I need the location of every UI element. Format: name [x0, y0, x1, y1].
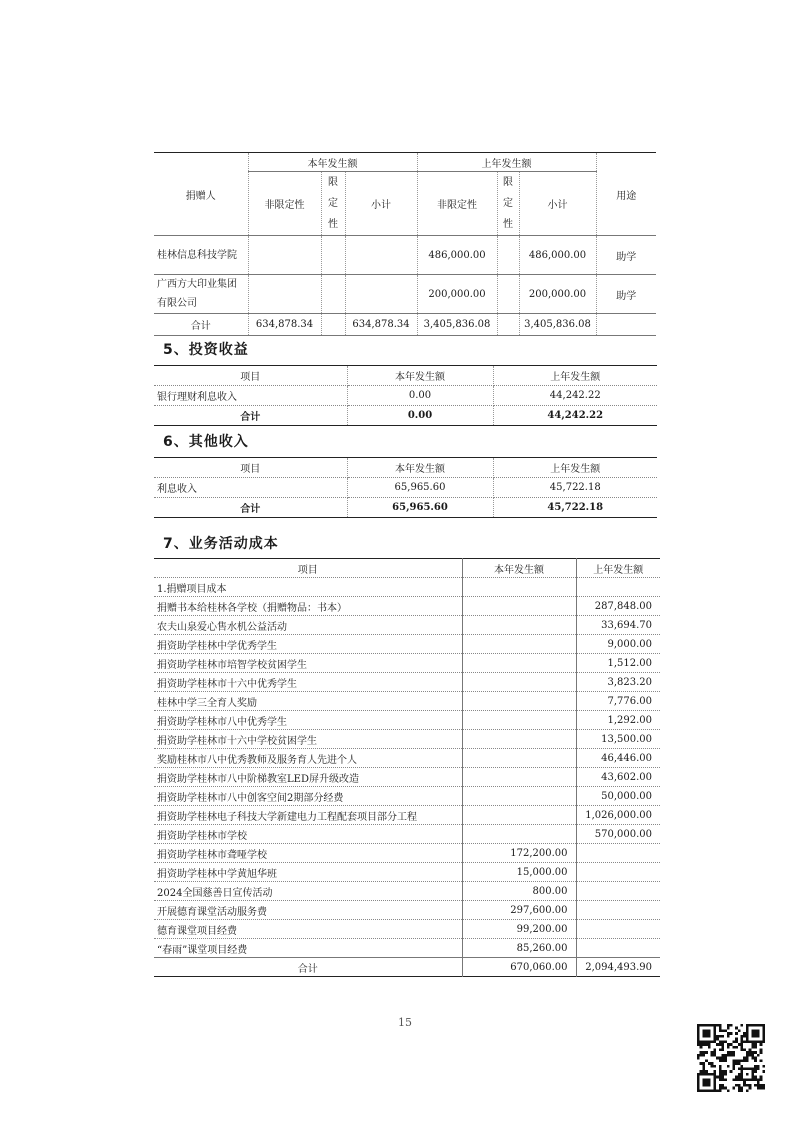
cell: [321, 314, 345, 336]
cell: 3,405,836.08: [519, 314, 596, 336]
table-row: [154, 749, 660, 768]
cell: 670,060.00: [462, 958, 576, 977]
cell: 634,878.34: [248, 314, 321, 336]
cell: 33,694.70: [576, 616, 660, 635]
section-title-other-income: 6、其他收入: [163, 434, 249, 450]
header-cy-unrestricted: 非限定性: [248, 172, 321, 236]
cell: 85,260.00: [462, 939, 576, 958]
cell: [345, 275, 417, 314]
cell: [576, 901, 660, 920]
cell: 486,000.00: [417, 236, 497, 275]
cell: [497, 275, 519, 314]
cell: 15,000.00: [462, 863, 576, 882]
cell: 银行理财利息收入: [154, 386, 347, 406]
section-title-business-cost: 7、业务活动成本: [163, 536, 279, 552]
section-title-investment: 5、投资收益: [163, 342, 249, 358]
cell: [576, 939, 660, 958]
cell: [345, 236, 417, 275]
table-row: [154, 236, 656, 275]
cell: 172,200.00: [462, 844, 576, 863]
donor-name: 桂林信息科技学院: [154, 236, 248, 275]
header-purpose: 用途: [596, 153, 656, 236]
table-row: [154, 386, 657, 406]
cell: 2,094,493.90: [576, 958, 660, 977]
header-last: 上年发生额: [576, 559, 660, 578]
cell: 7,776.00: [576, 692, 660, 711]
table-row: [154, 730, 660, 749]
header-cy-restricted: 限定性: [321, 172, 345, 236]
cell: 捐资助学桂林市八中优秀学生: [154, 711, 462, 730]
cell: [462, 578, 576, 597]
cell: [497, 236, 519, 275]
header-cy-subtotal: 小计: [345, 172, 417, 236]
header-ly-unrestricted: 非限定性: [417, 172, 497, 236]
cell: 捐赠书本给桂林各学校（捐赠物品：书本）: [154, 597, 462, 616]
total-label: 合计: [154, 314, 248, 336]
cell: 65,965.60: [347, 498, 493, 518]
cell: 捐资助学桂林中学黄旭华班: [154, 863, 462, 882]
header-last: 上年发生额: [493, 458, 657, 478]
cell: 捐资助学桂林市十六中优秀学生: [154, 673, 462, 692]
table-row: [154, 478, 657, 498]
header-current: 本年发生额: [462, 559, 576, 578]
table-row: [154, 825, 660, 844]
table-row: [154, 635, 660, 654]
cell: [576, 844, 660, 863]
cell: 50,000.00: [576, 787, 660, 806]
table-row: [154, 863, 660, 882]
cell: 1,292.00: [576, 711, 660, 730]
cell: 捐资助学桂林市聋哑学校: [154, 844, 462, 863]
cell: 13,500.00: [576, 730, 660, 749]
cell: 捐资助学桂林市十六中学校贫困学生: [154, 730, 462, 749]
page-number: 15: [398, 1016, 412, 1029]
cell: 1.捐赠项目成本: [154, 578, 462, 597]
cell: 开展德育课堂活动服务费: [154, 901, 462, 920]
table-row: [154, 920, 660, 939]
investment-table: [154, 365, 657, 426]
cell: [321, 236, 345, 275]
total-row: [154, 314, 656, 336]
cell: 助学: [596, 236, 656, 275]
table-row: [154, 844, 660, 863]
table-row: [154, 597, 660, 616]
cell: 德育课堂项目经费: [154, 920, 462, 939]
cell: 助学: [596, 275, 656, 314]
header-last-year: 上年发生额: [417, 153, 596, 172]
cell: 捐资助学桂林中学优秀学生: [154, 635, 462, 654]
cell: 0.00: [347, 406, 493, 426]
cell: [462, 768, 576, 787]
donor-name: 广西方大印业集团有限公司: [154, 275, 248, 314]
cell: [462, 711, 576, 730]
cell: 1,512.00: [576, 654, 660, 673]
cell: 1,026,000.00: [576, 806, 660, 825]
cell: 44,242.22: [493, 406, 657, 426]
cell: 570,000.00: [576, 825, 660, 844]
cell: 捐资助学桂林市学校: [154, 825, 462, 844]
cell: [576, 920, 660, 939]
cell: 43,602.00: [576, 768, 660, 787]
cell: [462, 787, 576, 806]
header-last: 上年发生额: [493, 366, 657, 386]
cell: [596, 314, 656, 336]
header-item: 项目: [154, 559, 462, 578]
cell: 2024全国慈善日宣传活动: [154, 882, 462, 901]
cell: 9,000.00: [576, 635, 660, 654]
total-label: 合计: [154, 406, 347, 426]
header-ly-subtotal: 小计: [519, 172, 596, 236]
table-row: [154, 673, 660, 692]
cell: 200,000.00: [519, 275, 596, 314]
table-row: [154, 901, 660, 920]
cell: 99,200.00: [462, 920, 576, 939]
header-current: 本年发生额: [347, 458, 493, 478]
cell: 45,722.18: [493, 478, 657, 498]
table-row: [154, 939, 660, 958]
cell: [462, 806, 576, 825]
table-row: [154, 616, 660, 635]
table-row: [154, 692, 660, 711]
cell: “春雨”课堂项目经费: [154, 939, 462, 958]
cell: [462, 635, 576, 654]
cell: [462, 692, 576, 711]
cell: 奖励桂林市八中优秀教师及服务育人先进个人: [154, 749, 462, 768]
cell: 45,722.18: [493, 498, 657, 518]
cell: [497, 314, 519, 336]
total-label: 合计: [154, 958, 462, 977]
header-ly-restricted: 限定性: [497, 172, 519, 236]
cell: 捐资助学桂林市培智学校贫困学生: [154, 654, 462, 673]
cell: 634,878.34: [345, 314, 417, 336]
cell: 200,000.00: [417, 275, 497, 314]
total-row: [154, 958, 660, 977]
header-current: 本年发生额: [347, 366, 493, 386]
cell: [248, 236, 321, 275]
cell: [576, 882, 660, 901]
cell: 桂林中学三全育人奖励: [154, 692, 462, 711]
total-row: [154, 406, 657, 426]
qr-code-icon: [697, 1024, 765, 1092]
table-row: [154, 806, 660, 825]
cell: [576, 578, 660, 597]
table-row: [154, 275, 656, 314]
table-row: [154, 787, 660, 806]
other-income-table: [154, 457, 657, 518]
cell: 486,000.00: [519, 236, 596, 275]
table-row: [154, 711, 660, 730]
cell: 捐资助学桂林市八中创客空间2期部分经费: [154, 787, 462, 806]
total-label: 合计: [154, 498, 347, 518]
cell: 3,405,836.08: [417, 314, 497, 336]
cell: 利息收入: [154, 478, 347, 498]
table-row: [154, 768, 660, 787]
table-row: [154, 654, 660, 673]
cell: [462, 825, 576, 844]
cell: 287,848.00: [576, 597, 660, 616]
cell: [462, 730, 576, 749]
cell: [321, 275, 345, 314]
cell: [462, 673, 576, 692]
cell: 800.00: [462, 882, 576, 901]
cell: 0.00: [347, 386, 493, 406]
table-row: [154, 882, 660, 901]
donation-table: [154, 152, 656, 336]
header-current-year: 本年发生额: [248, 153, 417, 172]
header-item: 项目: [154, 366, 347, 386]
cell: 44,242.22: [493, 386, 657, 406]
cell: [248, 275, 321, 314]
cell: 297,600.00: [462, 901, 576, 920]
cell: [576, 863, 660, 882]
total-row: [154, 498, 657, 518]
cell: 65,965.60: [347, 478, 493, 498]
table-row: [154, 578, 660, 597]
header-donor: 捐赠人: [154, 153, 248, 236]
cell: 捐资助学桂林电子科技大学新建电力工程配套项目部分工程: [154, 806, 462, 825]
cell: [462, 597, 576, 616]
cell: 农夫山泉爱心售水机公益活动: [154, 616, 462, 635]
cell: 3,823.20: [576, 673, 660, 692]
cell: 捐资助学桂林市八中阶梯教室LED屏升级改造: [154, 768, 462, 787]
cell: [462, 749, 576, 768]
cell: 46,446.00: [576, 749, 660, 768]
business-cost-table: [154, 558, 660, 977]
header-item: 项目: [154, 458, 347, 478]
cell: [462, 654, 576, 673]
cell: [462, 616, 576, 635]
